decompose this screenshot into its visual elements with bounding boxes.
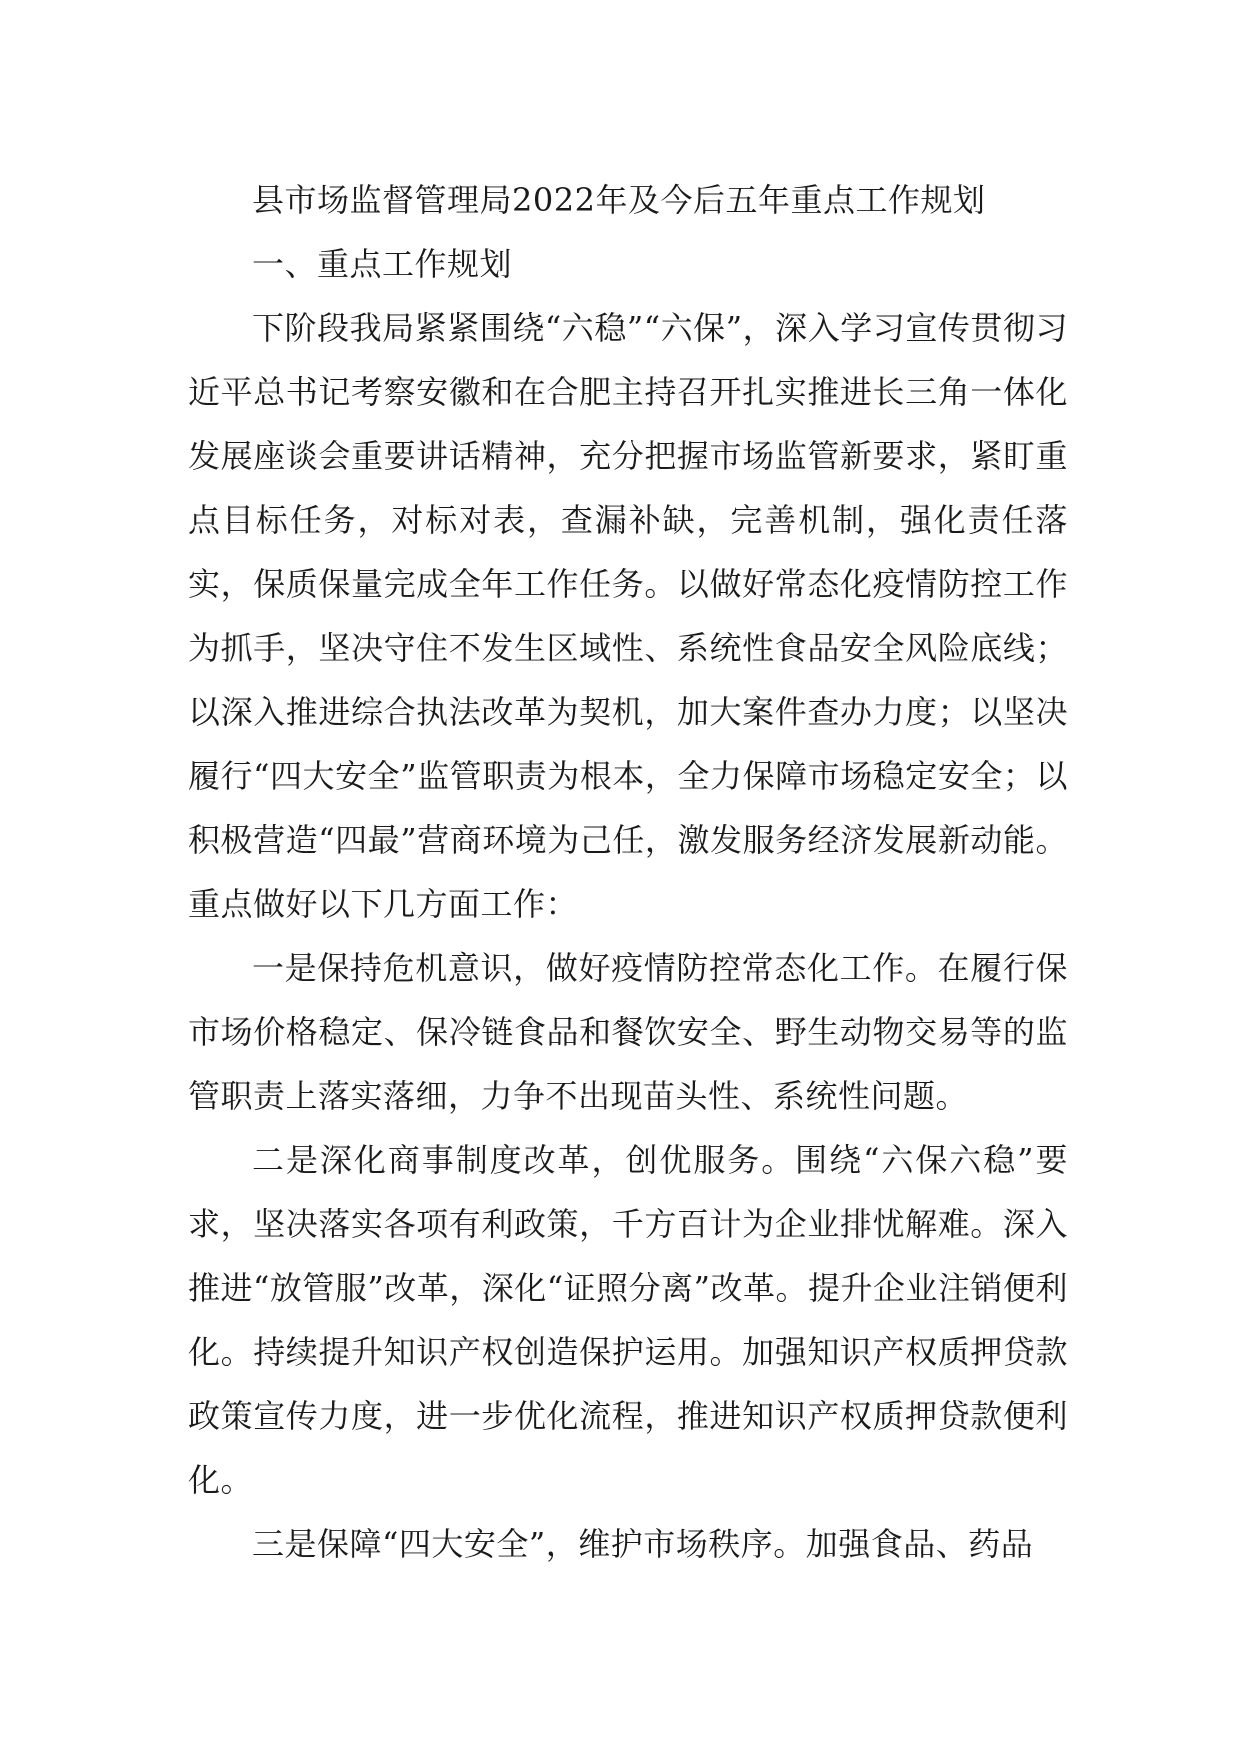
section-heading: 一、重点工作规划	[252, 245, 513, 283]
paragraph-intro: 下阶段我局紧紧围绕“六稳”“六保”，深入学习宣传贯彻习近平总书记考察安徽和在合肥主持召开扎实推进长三角一体化发展座谈会重要讲话精神，充分把握市场监管新要求，紧盯重点目标任务，对标对表，查漏补缺，完善机制，强化责任落实，保质保量完成全年工作任务。以做好常态化疫情防控工作为抓手，坚决守住不发生区域性、系统性食品安全风险底线；以深入推进综合执法改革为契机，加大案件查办力度；以坚决履行“四大安全”监管职责为根本，全力保障市场稳定安全；以积极营造“四最”营商环境为己任，激发服务经济发展新动能。重点做好以下几方面工作：	[188, 309, 1068, 923]
paragraph-item-2: 二是深化商事制度改革，创优服务。围绕“六保六稳”要求，坚决落实各项有利政策，千方百计为企业排忧解难。深入推进“放管服”改革，深化“证照分离”改革。提升企业注销便利化。持续提升知识产权创造保护运用。加强知识产权质押贷款政策宣传力度，进一步优化流程，推进知识产权质押贷款便利化。	[188, 1141, 1068, 1499]
document-body	[188, 168, 1068, 1576]
document-title: 县市场监督管理局2022年及今后五年重点工作规划	[252, 181, 986, 219]
paragraph-item-1: 一是保持危机意识，做好疫情防控常态化工作。在履行保市场价格稳定、保冷链食品和餐饮安全、野生动物交易等的监管职责上落实落细，力争不出现苗头性、系统性问题。	[188, 949, 1068, 1115]
paragraph-item-3: 三是保障“四大安全”，维护市场秩序。加强食品、药品	[252, 1525, 1034, 1563]
